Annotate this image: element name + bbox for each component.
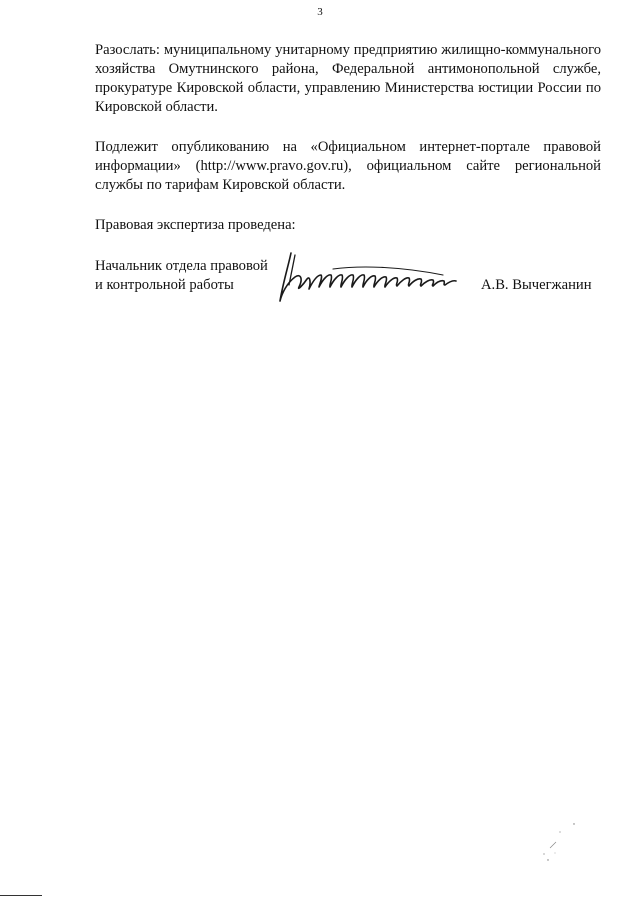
legal-expertise-note: Правовая экспертиза проведена: <box>95 217 296 233</box>
signatory-position <box>95 257 268 295</box>
handwritten-signature <box>273 249 473 309</box>
signature-block <box>95 257 610 317</box>
scan-edge-mark <box>0 895 42 896</box>
publication-paragraph: Подлежит опубликованию на «Официальном интернет-портале правовой информации» (http://www.pravo.gov.ru), официальном сайте региональной службы по тарифам Кировской области. <box>95 139 601 193</box>
page-number: 3 <box>317 6 323 18</box>
signatory-position-line-2: и контрольной работы <box>95 277 234 293</box>
signatory-position-line-1: Начальник отдела правовой <box>95 258 268 274</box>
distribution-paragraph: Разослать: муниципальному унитарному предприятию жилищно-коммунального хозяйства Омутнинского района, Федеральной антимонопольной службе, прокуратуре Кировской области, управлению Министерства юстиции России по Кировской области. <box>95 42 601 115</box>
signatory-name: А.В. Вычегжанин <box>481 277 592 293</box>
scan-specks <box>530 820 590 870</box>
